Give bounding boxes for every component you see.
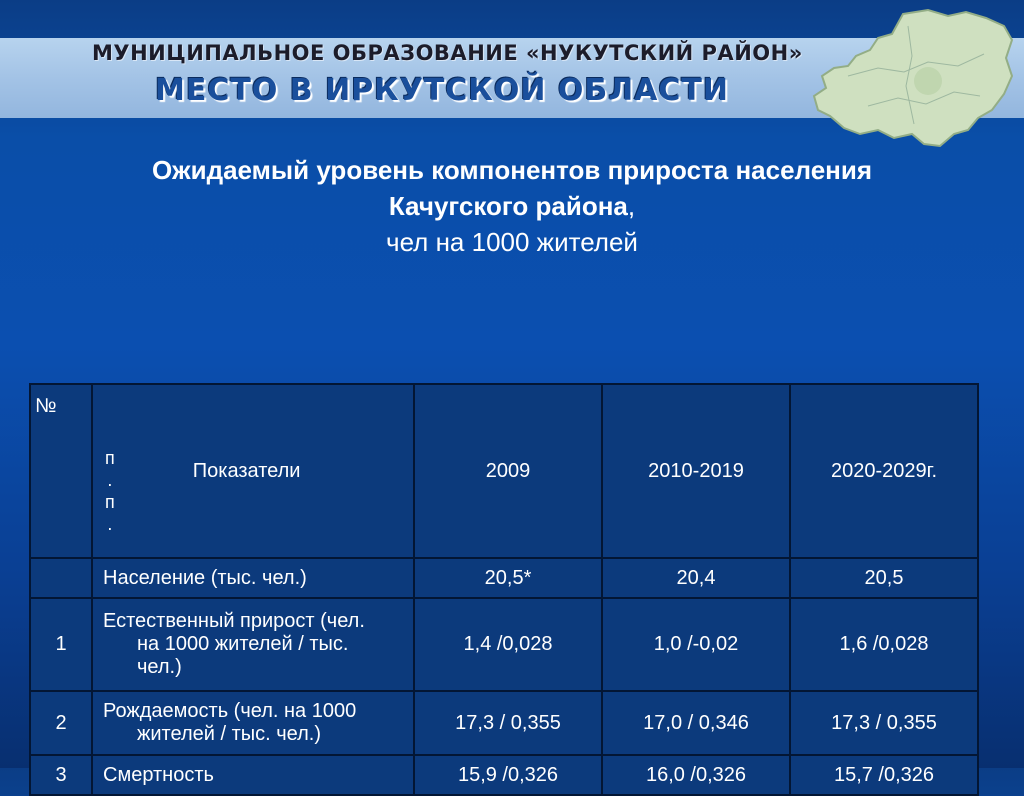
sub-number-line: п [105, 448, 115, 468]
header-municipality: МУНИЦИПАЛЬНОЕ ОБРАЗОВАНИЕ «НУКУТСКИЙ РАЙОН» [92, 41, 803, 65]
header-year-2009: 2009 [414, 384, 602, 558]
value-2009: 1,4 /0,028 [414, 598, 602, 691]
header-place: МЕСТО В ИРКУТСКОЙ ОБЛАСТИ [155, 73, 729, 108]
header-year-2010-2019: 2010-2019 [602, 384, 790, 558]
value-2009: 15,9 /0,326 [414, 755, 602, 795]
sub-number-line: п [105, 492, 115, 512]
value-2010-2019: 1,0 /-0,02 [602, 598, 790, 691]
value-2010-2019: 16,0 /0,326 [602, 755, 790, 795]
title-comma: , [627, 191, 636, 221]
header-number-sign: № [30, 384, 92, 558]
indicator-line: жителей / тыс. чел.) [137, 723, 321, 745]
row-number: 1 [30, 598, 92, 691]
region-map-image [808, 6, 1018, 156]
title-units: чел на 1000 жителей [386, 227, 638, 257]
row-indicator [92, 755, 414, 795]
table-header-row [30, 384, 978, 558]
value-2020-2029: 20,5 [790, 558, 978, 598]
value-2010-2019: 17,0 / 0,346 [602, 691, 790, 755]
value-2020-2029: 17,3 / 0,355 [790, 691, 978, 755]
value-2020-2029: 1,6 /0,028 [790, 598, 978, 691]
indicator-line: чел.) [137, 656, 182, 678]
table-row [30, 691, 978, 755]
slide-title [40, 152, 984, 260]
value-2010-2019: 20,4 [602, 558, 790, 598]
row-indicator [92, 598, 414, 691]
sub-number-line: . [107, 514, 113, 534]
header-indicator-cell [92, 384, 414, 558]
header-sub-number [105, 447, 115, 535]
header-year-2020-2029: 2020-2029г. [790, 384, 978, 558]
table-row [30, 755, 978, 795]
value-2020-2029: 15,7 /0,326 [790, 755, 978, 795]
indicator-line: Рождаемость (чел. на 1000 [103, 700, 357, 722]
value-2009: 20,5* [414, 558, 602, 598]
title-line-1: Ожидаемый уровень компонентов прироста населения [151, 155, 873, 185]
row-indicator [92, 691, 414, 755]
indicator-line: Смертность [103, 763, 214, 786]
table-row [30, 598, 978, 691]
indicator-line: Естественный прирост (чел. [103, 610, 365, 632]
value-2009: 17,3 / 0,355 [414, 691, 602, 755]
table-row [30, 558, 978, 598]
indicator-line: Население (тыс. чел.) [103, 566, 307, 589]
row-number [30, 558, 92, 598]
indicator-line: на 1000 жителей / тыс. [137, 633, 349, 655]
row-indicator [92, 558, 414, 598]
row-number: 2 [30, 691, 92, 755]
sub-number-line: . [107, 470, 113, 490]
title-district: Качугского района [388, 191, 628, 221]
header-indicator: Показатели [192, 459, 301, 482]
row-number: 3 [30, 755, 92, 795]
population-table [29, 383, 979, 796]
